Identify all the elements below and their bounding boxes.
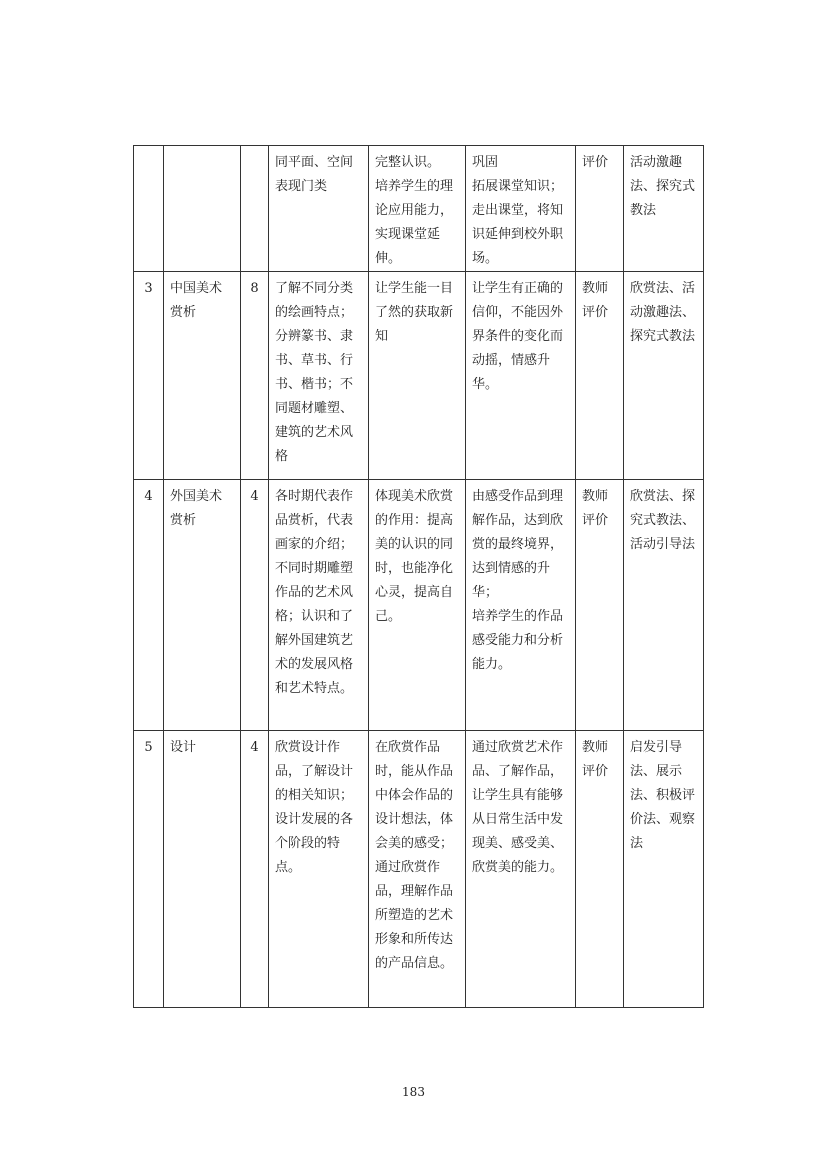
class-hours: 4 — [241, 480, 269, 731]
module-name — [164, 146, 241, 272]
table-row — [134, 146, 704, 272]
teaching-content: 了解不同分类的绘画特点；分辨篆书、隶书、草书、行书、楷书；不同题材雕塑、建筑的艺术风格 — [269, 272, 369, 480]
page-number: 183 — [402, 1085, 425, 1099]
assessment: 教师评价 — [576, 731, 624, 1008]
class-hours: 8 — [241, 272, 269, 480]
knowledge-goal: 在欣赏作品时，能从作品中体会作品的设计想法，体会美的感受；通过欣赏作品，理解作品所塑造的艺术形象和所传达的产品信息。 — [369, 731, 466, 1008]
table-row — [134, 731, 704, 1008]
module-name: 中国美术赏析 — [164, 272, 241, 480]
table-row — [134, 480, 704, 731]
teaching-method: 欣赏法、活动激趣法、探究式教法 — [624, 272, 704, 480]
quality-goal: 由感受作品到理解作品，达到欣赏的最终境界，达到情感的升华； 培养学生的作品感受能力和分析能力。 — [466, 480, 576, 731]
teaching-content: 同平面、空间 表现门类 — [269, 146, 369, 272]
assessment: 教师评价 — [576, 272, 624, 480]
assessment: 教师评价 — [576, 480, 624, 731]
knowledge-goal: 让学生能一目了然的获取新知 — [369, 272, 466, 480]
row-number: 3 — [134, 272, 164, 480]
teaching-content: 各时期代表作品赏析，代表画家的介绍；不同时期雕塑作品的艺术风格；认识和了解外国建筑艺术的发展风格和艺术特点。 — [269, 480, 369, 731]
teaching-method: 启发引导法、展示法、积极评价法、观察法 — [624, 731, 704, 1008]
knowledge-goal: 体现美术欣赏的作用：提高美的认识的同时，也能净化心灵，提高自己。 — [369, 480, 466, 731]
quality-goal: 让学生有正确的信仰，不能因外界条件的变化而动摇，情感升华。 — [466, 272, 576, 480]
module-name: 设计 — [164, 731, 241, 1008]
row-number: 4 — [134, 480, 164, 731]
class-hours: 4 — [241, 731, 269, 1008]
curriculum-table — [133, 145, 704, 1008]
quality-goal: 通过欣赏艺术作品、了解作品，让学生具有能够从日常生活中发现美、感受美、欣赏美的能力。 — [466, 731, 576, 1008]
row-number — [134, 146, 164, 272]
module-name: 外国美术赏析 — [164, 480, 241, 731]
quality-goal: 巩固 拓展课堂知识；走出课堂，将知识延伸到校外职场。 — [466, 146, 576, 272]
teaching-content: 欣赏设计作品，了解设计的相关知识；设计发展的各个阶段的特点。 — [269, 731, 369, 1008]
teaching-method: 活动激趣法、探究式教法 — [624, 146, 704, 272]
row-number: 5 — [134, 731, 164, 1008]
knowledge-goal: 完整认识。 培养学生的理论应用能力，实现课堂延伸。 — [369, 146, 466, 272]
table-row — [134, 272, 704, 480]
assessment: 评价 — [576, 146, 624, 272]
teaching-method: 欣赏法、探究式教法、活动引导法 — [624, 480, 704, 731]
class-hours — [241, 146, 269, 272]
